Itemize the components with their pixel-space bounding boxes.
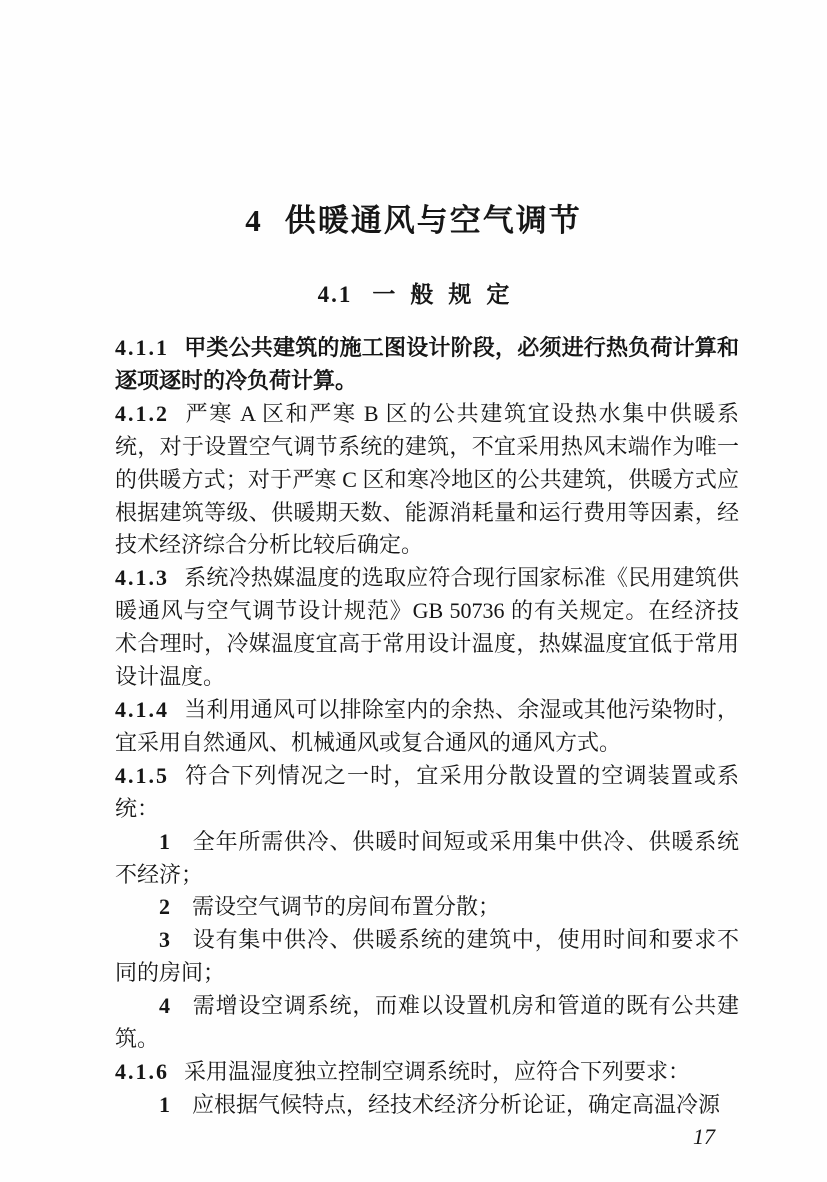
sub-item-text: 设有集中供冷、供暖系统的建筑中，使用时间和要求不同的房间； (115, 927, 739, 986)
clause-sub-item (115, 924, 739, 990)
chapter-number: 4 (245, 203, 261, 238)
section-title (0, 282, 827, 308)
sub-item-number: 3 (159, 927, 170, 953)
sub-item-number: 2 (159, 894, 170, 920)
sub-item-number: 4 (159, 993, 170, 1019)
clause-number: 4.1.5 (115, 762, 169, 788)
sub-item-text: 全年所需供冷、供暖时间短或采用集中供冷、供暖系统不经济； (115, 828, 739, 887)
clause-paragraph (115, 398, 739, 563)
clauses-body (115, 332, 739, 1122)
chapter-title (0, 0, 827, 241)
clause-paragraph (115, 760, 739, 826)
clause-number: 4.1.2 (115, 400, 169, 426)
sub-item-text: 需设空气调节的房间布置分散； (192, 894, 501, 920)
clause-text: 系统冷热媒温度的选取应符合现行国家标准《民用建筑供暖通风与空气调节设计规范》GB 50736 的有关规定。在经济技术合理时，冷媒温度宜高于常用设计温度，热媒温度宜低于常用设计温度。 (115, 565, 739, 690)
clause-paragraph (115, 694, 739, 760)
clause-paragraph (115, 562, 739, 694)
clause-text: 符合下列情况之一时，宜采用分散设置的空调装置或系统： (115, 762, 739, 821)
clause-sub-item (115, 1089, 739, 1122)
sub-item-text: 需增设空调系统，而难以设置机房和管道的既有公共建筑。 (115, 993, 739, 1052)
clause-number: 4.1.1 (115, 335, 169, 360)
clause-paragraph (115, 332, 739, 398)
clause-sub-item (115, 990, 739, 1056)
sub-item-text: 应根据气候特点，经技术经济分析论证，确定高温冷源 (192, 1091, 721, 1117)
clause-text: 甲类公共建筑的施工图设计阶段，必须进行热负荷计算和逐项逐时的冷负荷计算。 (115, 335, 739, 393)
clause-text: 采用温湿度独立控制空调系统时，应符合下列要求： (184, 1058, 691, 1084)
clause-text: 当利用通风可以排除室内的余热、余湿或其他污染物时，宜采用自然通风、机械通风或复合通风的通风方式。 (115, 696, 739, 755)
clause-number: 4.1.4 (115, 696, 169, 722)
clause-paragraph (115, 1056, 739, 1089)
section-number: 4.1 (317, 282, 353, 307)
clause-sub-item (115, 826, 739, 892)
chapter-name: 供暖通风与空气调节 (284, 203, 582, 238)
sub-item-number: 1 (159, 828, 170, 854)
clause-sub-item (115, 891, 739, 924)
sub-item-number: 1 (159, 1091, 170, 1117)
page-number: 17 (693, 1124, 715, 1149)
section-name: 一般规定 (372, 282, 525, 307)
clause-text: 严寒 A 区和严寒 B 区的公共建筑宜设热水集中供暖系统，对于设置空气调节系统的建筑，不宜采用热风末端作为唯一的供暖方式；对于严寒 C 区和寒冷地区的公共建筑，供暖方式应根据建筑等级、供暖期天数、能源消耗量和运行费用等因素，经技术经济综合分析比较后确定。 (115, 400, 739, 558)
page-footer (693, 1124, 715, 1150)
clause-number: 4.1.6 (115, 1058, 169, 1084)
clause-number: 4.1.3 (115, 565, 169, 591)
